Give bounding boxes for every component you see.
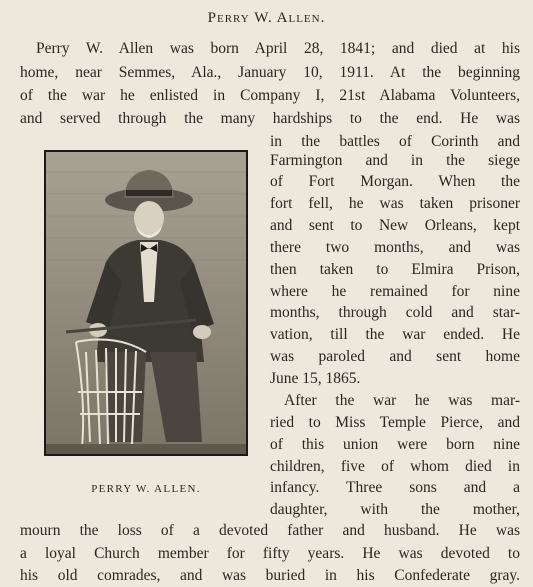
text-line: infancy. Three sons and a	[270, 479, 520, 496]
text-line: there two months, and was	[270, 239, 520, 256]
text-line: of this union were born nine	[270, 436, 520, 453]
text-line: then taken to Elmira Prison,	[270, 261, 520, 278]
text-line: fort fell, he was taken prisoner	[270, 195, 520, 212]
text-line: his old comrades, and was buried in his Confederate gray.	[20, 567, 520, 584]
text-line: home, near Semmes, Ala., January 10, 1911. At the beginning	[20, 64, 520, 81]
photo-caption: PERRY W. ALLEN.	[91, 483, 201, 495]
text-line: and served through the many hardships to the end. He was	[20, 110, 520, 127]
text-line: children, five of whom died in	[270, 458, 520, 475]
text-line: mourn the loss of a devoted father and husband. He was	[20, 522, 520, 539]
text-line: June 15, 1865.	[270, 370, 361, 387]
text-line: Farmington and in the siege	[270, 152, 520, 169]
text-line: in the battles of Corinth and	[270, 133, 520, 150]
portrait-photo	[44, 150, 248, 456]
text-line: of Fort Morgan. When the	[270, 173, 520, 190]
text-line: a loyal Church member for fifty years. He was devoted to	[20, 545, 520, 562]
text-line: daughter, with the mother,	[270, 501, 520, 518]
text-line: vation, till the war ended. He	[270, 326, 520, 343]
text-line: ried to Miss Temple Pierce, and	[270, 414, 520, 431]
text-line: of the war he enlisted in Company I, 21st Alabama Volunteers,	[20, 87, 520, 104]
portrait-illustration	[46, 152, 246, 454]
text-line: Perry W. Allen was born April 28, 1841; and died at his	[36, 40, 520, 57]
text-line: After the war he was mar-	[284, 392, 520, 409]
text-line: was paroled and sent home	[270, 348, 520, 365]
text-line: and sent to New Orleans, kept	[270, 217, 520, 234]
text-line: months, through cold and star-	[270, 304, 520, 321]
text-line: where he remained for nine	[270, 283, 520, 300]
page-title: Perry W. Allen.	[207, 10, 326, 26]
